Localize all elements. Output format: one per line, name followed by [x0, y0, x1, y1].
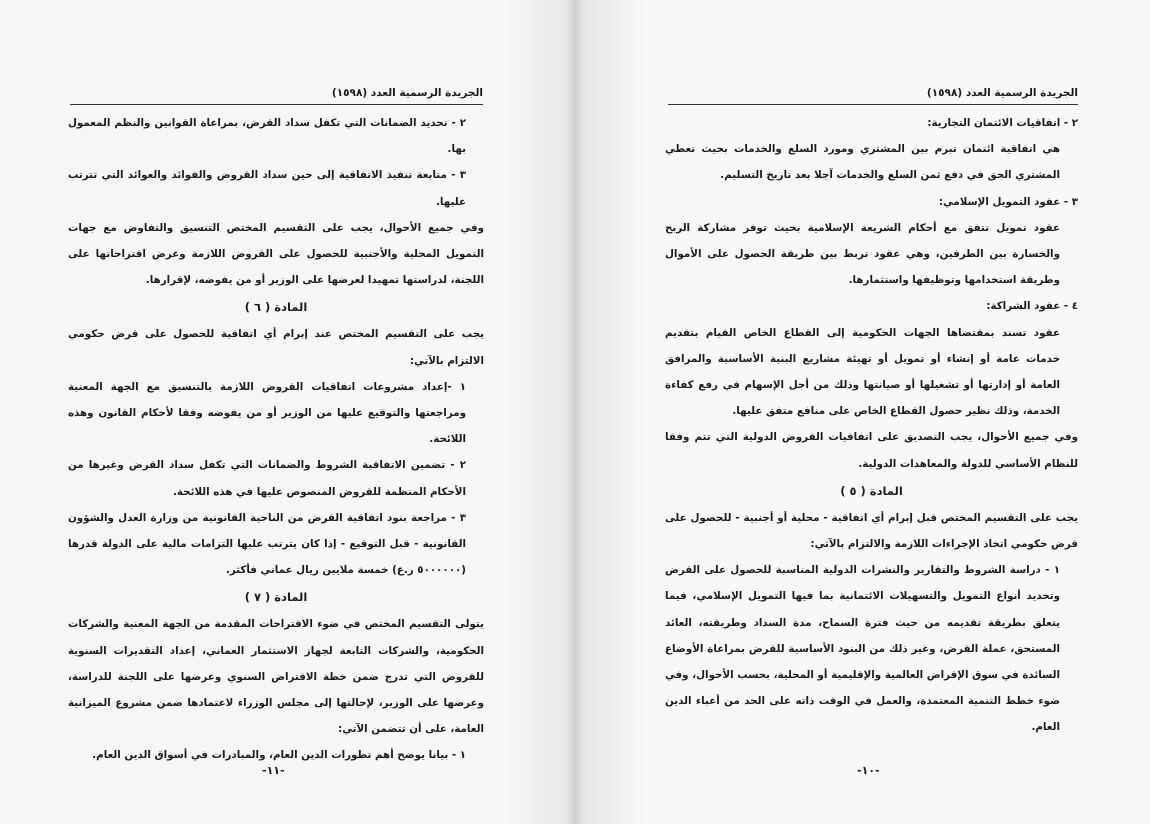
article-heading: المادة ( ٧ ) [244, 590, 308, 605]
page-number: -١١- [262, 764, 285, 777]
page-body [665, 110, 1078, 741]
page-header [70, 86, 483, 105]
book-gutter [566, 0, 584, 824]
right-page [575, 0, 1150, 824]
list-item: ١ -إعداد مشروعات اتفاقيات القروض اللازمة بالتنسيق مع الجهة المعنية ومراجعتها والتوقيع عليها من الوزير أو من يفوضه وفقا لأحكام القانون وهذه اللائحة. [68, 380, 466, 446]
paragraph: وفي جميع الأحوال، يجب على التقسيم المختص التنسيق والتفاوض مع جهات التمويل المحلية والأجنبية للحصول على القروض اللازمة وعرض اقتراحاتها على اللجنة، لدراستها تمهيدا لعرضها على الوزير أو من يفوضه، لإقرارها. [68, 221, 484, 287]
list-item: ٢ - تضمين الاتفاقية الشروط والضمانات التي تكفل سداد القرض وغيرها من الأحكام المنظمة للقروض المنصوص عليها في هذه اللائحة. [68, 459, 466, 498]
list-item: ١ - بيانا يوضح أهم تطورات الدين العام، والمبادرات في أسواق الدين العام. [92, 749, 466, 762]
page-body [68, 110, 484, 769]
page-header [668, 86, 1078, 105]
list-item: ٣ - مراجعة بنود اتفاقية القرض من الناحية القانونية من وزارة العدل والشؤون القانونية - قبل التوقيع - إذا كان يترتب عليها التزامات مالية على الدولة قدرها (٥٠٠٠٠٠٠ ر.ع) خمسة ملايين ريال عماني فأكثر. [68, 511, 466, 577]
paragraph: يجب على التقسيم المختص عند إبرام أي اتفاقية للحصول على قرض حكومي الالتزام بالآتي: [68, 328, 484, 367]
section-heading: ٢ - اتفاقيات الائتمان التجارية: [927, 117, 1078, 129]
paragraph: وفي جميع الأحوال، يجب التصديق على اتفاقيات القروض الدولية التي تتم وفقا للنظام الأساسي للدولة والمعاهدات الدولية. [665, 431, 1078, 470]
section-heading: ٣ - عقود التمويل الإسلامي: [938, 195, 1078, 208]
page-number: -١٠- [857, 764, 880, 777]
section-heading: ٤ - عقود الشراكة: [986, 300, 1078, 313]
paragraph: يجب على التقسيم المختص قبل إبرام أي اتفاقية - محلية أو أجنبية - للحصول على قرض حكومي اتخاذ الإجراءات اللازمة والالتزام بالآتي: [665, 511, 1078, 551]
article-heading: المادة ( ٦ ) [244, 300, 308, 315]
list-item: ٣ - متابعة تنفيذ الاتفاقية إلى حين سداد القروض والفوائد والعوائد التي تترتب عليها. [68, 169, 466, 208]
list-item: هي اتفاقية ائتمان تبرم بين المشتري ومورد السلع والخدمات بحيث تعطي المشتري الحق في دفع ثمن السلع والخدمات آجلا بعد تاريخ التسليم. [665, 143, 1060, 182]
paragraph: يتولى التقسيم المختص في ضوء الاقتراحات المقدمة من الجهة المعنية والشركات الحكومية، والشركات التابعة لجهاز الاستثمار العماني، إعداد التقديرات السنوية للقروض التي تدرج ضمن خطة الاقتراض السنوي وعرضها على اللجنة للدراسة، وعرضها على الوزير، لإحالتها إلى مجلس الوزراء لاعتمادها ضمن مشروع الميزانية العامة، على أن تتضمن الآتي: [68, 618, 484, 736]
gazette-title: الجريدة الرسمية العدد (١٥٩٨) [926, 87, 1078, 99]
list-item: عقود تمويل تتفق مع أحكام الشريعة الإسلامية بحيث توفر مشاركة الربح والخسارة بين الطرفين، وهي عقود تربط بين طريقة الحصول على الأموال وطريقة استخدامها وتوظيفها واستثمارها. [665, 221, 1060, 287]
list-item: ٢ - تحديد الضمانات التي تكفل سداد القرض، بمراعاة القوانين والنظم المعمول بها. [68, 117, 466, 156]
article-heading: المادة ( ٥ ) [840, 483, 903, 498]
gazette-title: الجريدة الرسمية العدد (١٥٩٨) [331, 87, 483, 99]
list-item: عقود تسند بمقتضاها الجهات الحكومية إلى القطاع الخاص القيام بتقديم خدمات عامة أو إنشاء أو تمويل أو تهيئة مشاريع البنية الأساسية والمرافق العامة أو إدارتها أو تشغيلها أو صيانتها وذلك من أجل الإسهام في رفع كفاءة الخدمة، وذلك نظير حصول القطاع الخاص على منافع متفق عليها. [665, 326, 1060, 418]
list-item: ١ - دراسة الشروط والتقارير والنشرات الدولية المناسبة للحصول على القرض وتحديد أنواع التمويل والتسهيلات الائتمانية بما فيها التمويل الإسلامي، فيما يتعلق بطريقة تقديمه من حيث فترة السماح، مدة السداد وطريقته، العائد المستحق، عملة القرض، وغير ذلك من البنود الأساسية للقرض بمراعاة الأوضاع السائدة في سوق الإقراض العالمية والإقليمية أو المحلية، بحسب الأحوال، وفي ضوء خطط التنمية المعتمدة، والعمل في الوقت ذاته على الحد من أعباء الدين العام. [665, 564, 1060, 734]
